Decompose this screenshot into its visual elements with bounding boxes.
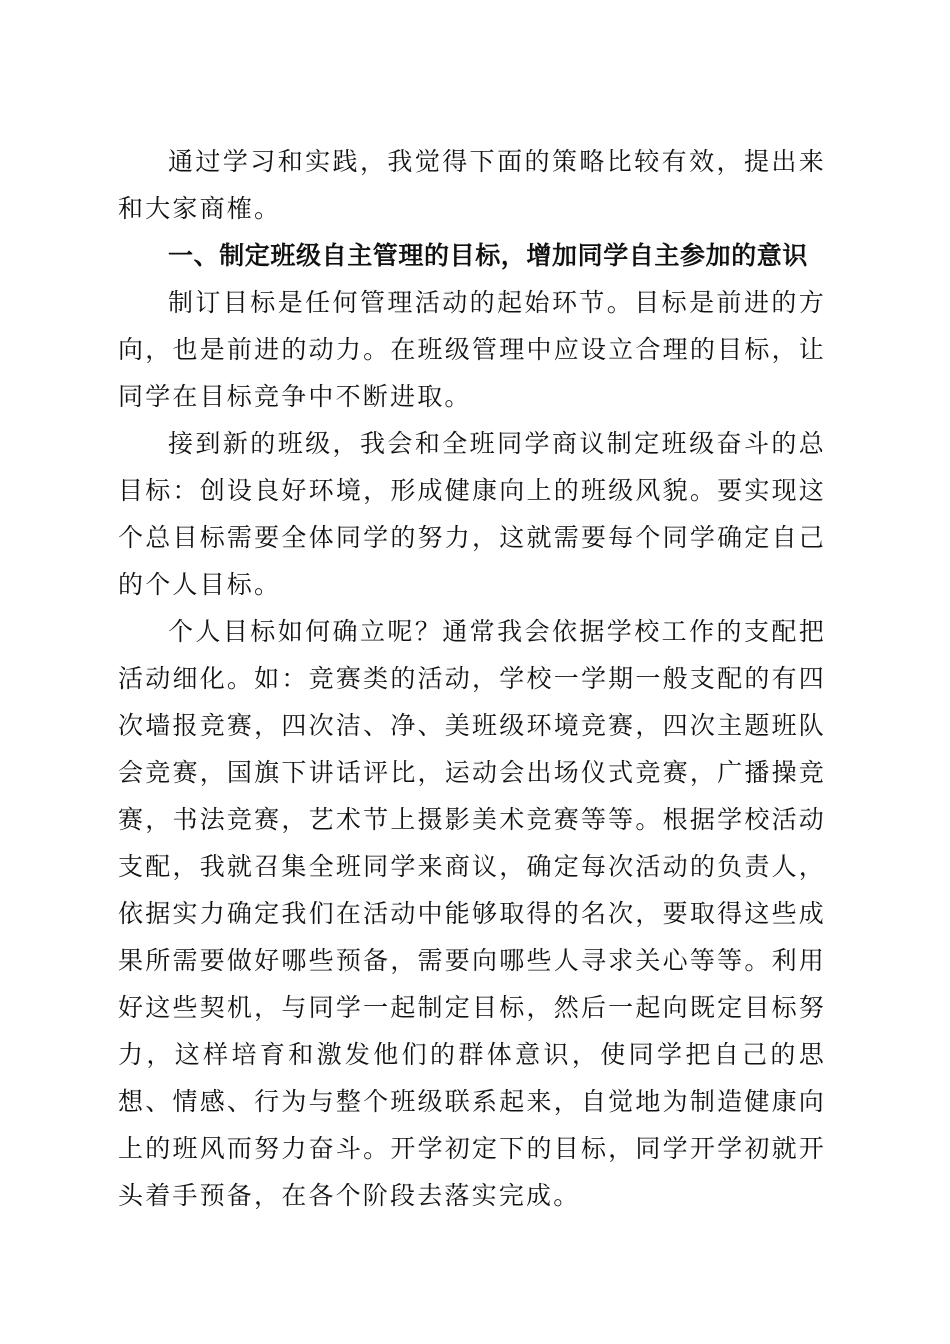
paragraph-personal-goal: 个人目标如何确立呢？通常我会依据学校工作的支配把活动细化。如：竞赛类的活动，学校一学期一般支配的有四次墙报竞赛，四次洁、净、美班级环境竞赛，四次主题班队会竞赛，国旗下讲话评比，运动会出场仪式竞赛，广播操竞赛，书法竞赛，艺术节上摄影美术竞赛等等。根据学校活动支配，我就召集全班同学来商议，确定每次活动的负责人，依据实力确定我们在活动中能够取得的名次，要取得这些成果所需要做好哪些预备，需要向哪些人寻求关心等等。利用好这些契机，与同学一起制定目标，然后一起向既定目标努力，这样培育和激发他们的群体意识，使同学把自己的思想、情感、行为与整个班级联系起来，自觉地为制造健康向上的班风而努力奋斗。开学初定下的目标，同学开学初就开头着手预备，在各个阶段去落实完成。 (118, 617, 826, 1210)
document-body (118, 138, 826, 1219)
paragraph-class-goal: 接到新的班级，我会和全班同学商议制定班级奋斗的总目标：创设良好环境，形成健康向上的班级风貌。要实现这个总目标需要全体同学的努力，这就需要每个同学确定自己的个人目标。 (118, 429, 826, 599)
paragraph-intro: 通过学习和实践，我觉得下面的策略比较有效，提出来和大家商榷。 (118, 147, 826, 223)
section-heading: 一、制定班级自主管理的目标，增加同学自主参加的意识 (168, 241, 809, 270)
paragraph-goal-setting: 制订目标是任何管理活动的起始环节。目标是前进的方向，也是前进的动力。在班级管理中应设立合理的目标，让同学在目标竞争中不断进取。 (118, 288, 826, 411)
